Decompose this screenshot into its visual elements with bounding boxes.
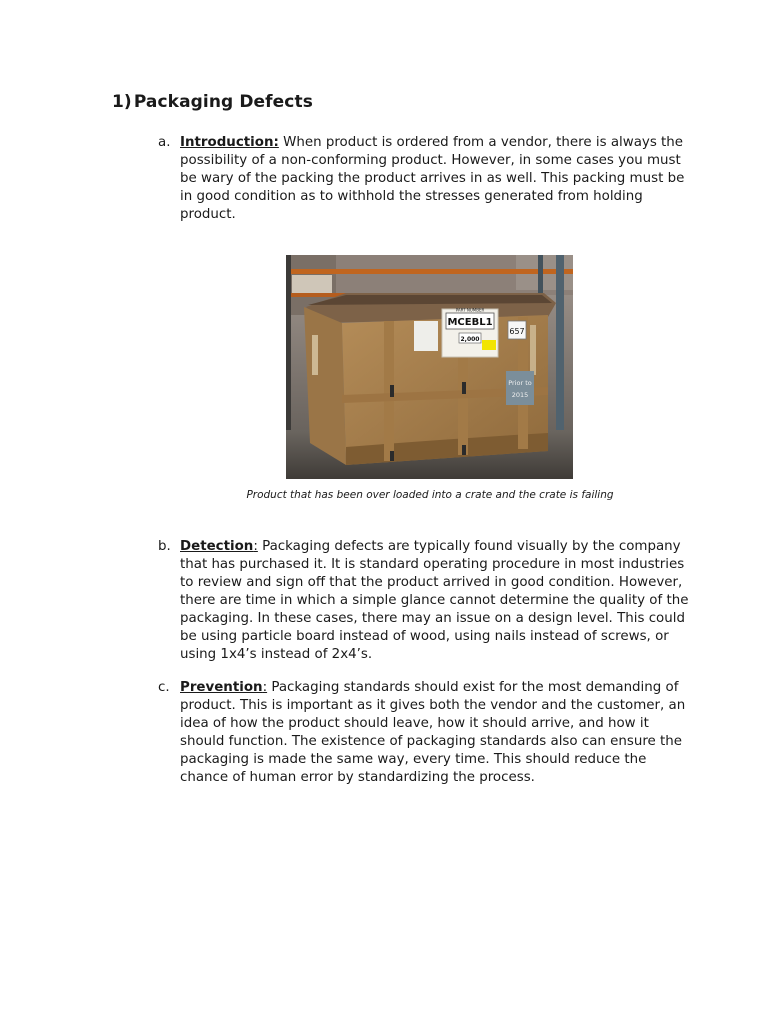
section-heading <box>112 92 313 112</box>
item-text: When product is ordered from a vendor, there is always the possibility of a non-conforming product. However, in some cases you must be wary of the packing the product arrives in as well. This packing must be in good condition as to withhold the stresses generated from holding product. <box>180 135 685 222</box>
list-marker: b. <box>158 539 171 554</box>
item-label-colon: : <box>253 539 258 554</box>
item-label: Prevention <box>180 680 263 695</box>
list-item-body <box>180 134 690 224</box>
sticker-line-2: 2015 <box>511 391 529 399</box>
item-text: Packaging defects are typically found visually by the company that has purchased it. It is standard operating procedure in most industries to review and sign off that the product arrived in good condition. However, there are time in which a simple glance cannot determine the quality of the packaging. In these cases, there may an issue on a design level. This could be using particle board instead of wood, using nails instead of screws, or using 1x4’s instead of 2x4’s. <box>180 539 689 662</box>
item-label: Detection <box>180 539 254 554</box>
section-number: 1) <box>112 92 132 112</box>
item-text: Packaging standards should exist for the most demanding of product. This is important as it gives both the vendor and the customer, an idea of how the product should leave, how it should arrive, and how it should function. The existence of packaging standards also can ensure the packaging is made the same way, every time. This should reduce the chance of human error by standardizing the process. <box>180 680 686 785</box>
list-item-body <box>180 679 690 787</box>
list-item-prevention <box>158 679 690 787</box>
item-label: Introduction: <box>180 135 279 150</box>
tag-number-text: 657 <box>509 327 525 336</box>
label-header-text: PART NUMBER <box>455 307 485 313</box>
list-marker: c. <box>158 680 170 695</box>
sticker-line-1: Prior to <box>508 379 532 387</box>
quantity-text: 2,000 <box>460 336 480 343</box>
list-item-detection <box>158 538 690 664</box>
list-marker: a. <box>158 135 171 150</box>
crate-photo <box>286 255 573 479</box>
item-label-colon: : <box>262 680 268 695</box>
section-title: Packaging Defects <box>133 92 313 112</box>
list-item-introduction <box>158 134 690 224</box>
part-number-text: MCEBL1 <box>447 317 493 328</box>
list-item-body <box>180 538 690 664</box>
figure-caption: Product that has been over loaded into a crate and the crate is failing <box>246 489 614 501</box>
